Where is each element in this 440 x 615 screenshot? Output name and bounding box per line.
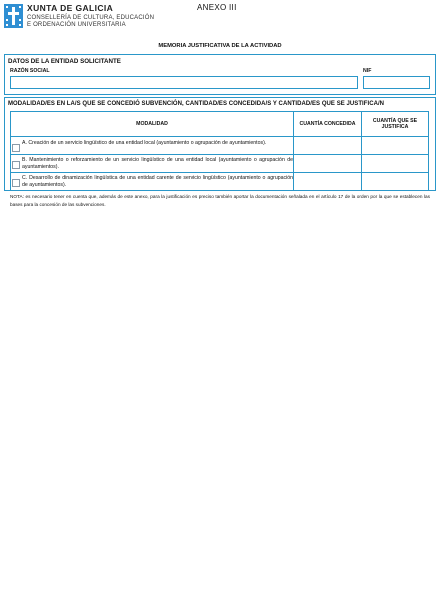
column-header-modality: MODALIDAD: [11, 112, 294, 137]
justified-amount-b[interactable]: [362, 155, 429, 173]
column-header-granted: CUANTÍA CONCEDIDA: [294, 112, 362, 137]
modality-c-checkbox[interactable]: [12, 179, 20, 187]
modality-b-checkbox[interactable]: [12, 161, 20, 169]
xunta-logo-icon: [4, 4, 23, 28]
modality-c-label: C. Desarrollo de dinamización lingüística de una entidad carente de servicio lingüístico (ayuntamiento o agrupación de ayuntamientos).: [22, 175, 293, 188]
nif-label: NIF: [363, 68, 372, 74]
modalities-section-title: MODALIDAD/ES EN LA/S QUE SE CONCEDIÓ SUBVENCIÓN, CANTIDAD/ES CONCEDIDA/S Y CANTIDAD/ES QUE SE JUSTIFICA/N: [8, 101, 385, 107]
document-title: MEMORIA JUSTIFICATIVA DE LA ACTIVIDAD: [158, 43, 282, 49]
modality-cell: [11, 137, 294, 155]
department-name-line2: E ORDENACIÓN UNIVERSITARIA: [27, 22, 126, 28]
table-row: [11, 173, 429, 191]
modalities-table: [10, 111, 429, 191]
table-row: [11, 137, 429, 155]
modality-b-label: B. Mantenimiento o reforzamiento de un servicio lingüístico de una entidad local (ayuntamiento o agrupación de ayuntamientos).: [22, 157, 293, 170]
modality-cell: [11, 173, 294, 191]
table-header-row: [11, 112, 429, 137]
justified-amount-a[interactable]: [362, 137, 429, 155]
column-header-justified: CUANTÍA QUE SE JUSTIFICA: [362, 112, 429, 137]
granted-amount-b[interactable]: [294, 155, 362, 173]
company-name-label: RAZÓN SOCIAL: [10, 68, 50, 74]
table-row: [11, 155, 429, 173]
granted-amount-a[interactable]: [294, 137, 362, 155]
justified-amount-c[interactable]: [362, 173, 429, 191]
department-name-line1: CONSELLERÍA DE CULTURA, EDUCACIÓN: [27, 15, 155, 21]
annex-label: ANEXO III: [197, 3, 237, 12]
applicant-section-title: DATOS DE LA ENTIDAD SOLICITANTE: [8, 58, 121, 65]
modality-a-checkbox[interactable]: [12, 144, 20, 152]
granted-amount-c[interactable]: [294, 173, 362, 191]
government-name: XUNTA DE GALICIA: [27, 3, 114, 13]
company-name-field[interactable]: [10, 76, 358, 89]
modality-a-label: A. Creación de un servicio lingüístico de una entidad local (ayuntamiento o agrupación de ayuntamientos).: [22, 139, 267, 146]
nif-field[interactable]: [363, 76, 430, 89]
modality-cell: [11, 155, 294, 173]
footnote: NOTA: es necesario tener en cuenta que, además de este anexo, para la justificación es preciso también aportar la documentación señalada en el artículo 17 de la orden por la que se establecen las bases para la concesión de las subvenciones.: [10, 194, 430, 207]
